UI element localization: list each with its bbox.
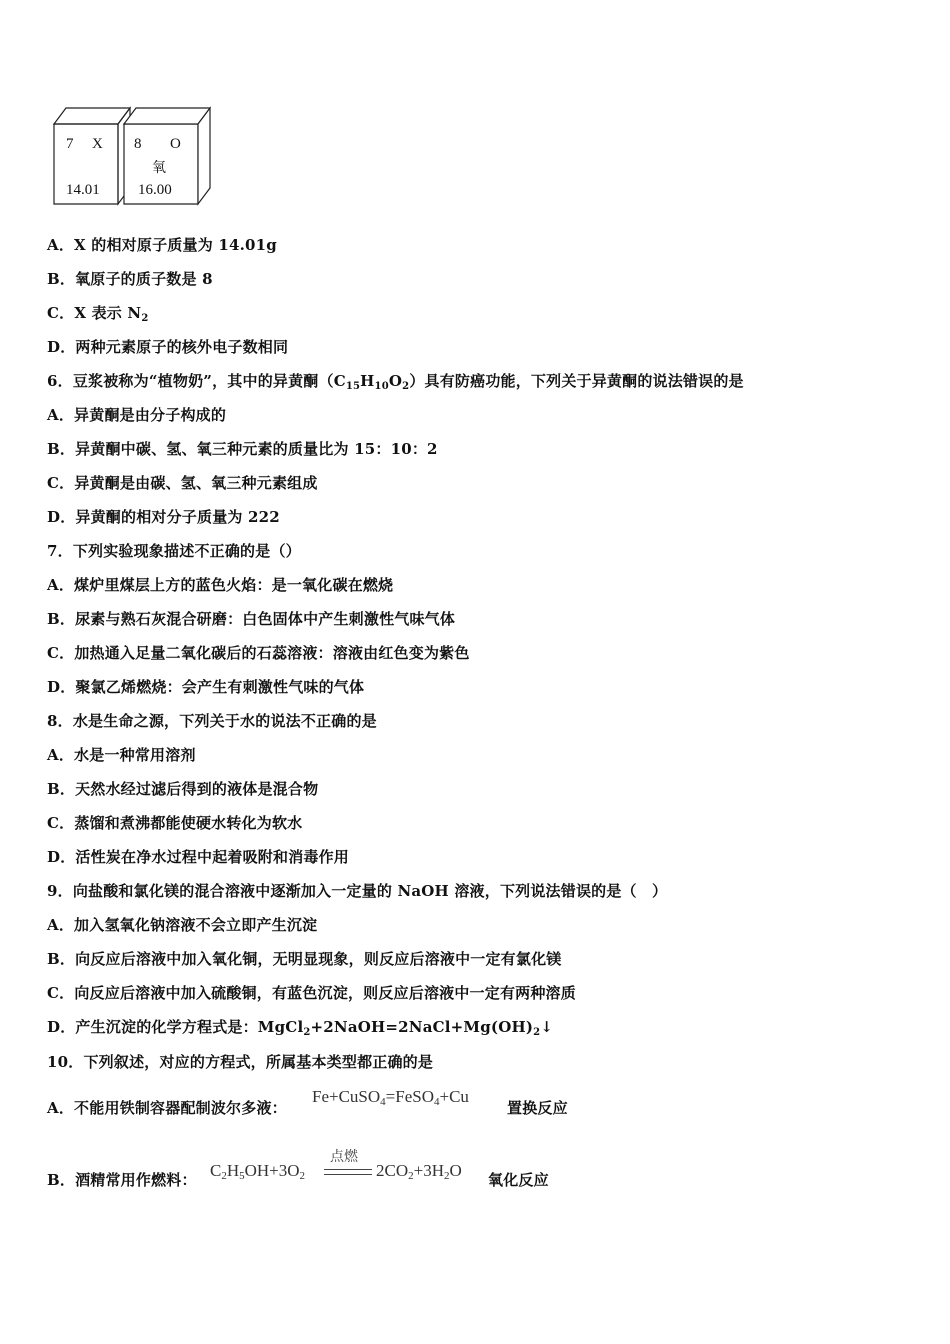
eq-b-oh: OH+3O xyxy=(244,1161,300,1180)
q6-stem-h: H xyxy=(360,372,375,390)
eq-b-c: C xyxy=(210,1161,222,1180)
eq-b-h: H xyxy=(226,1161,240,1180)
q7-option-c: C．加热通入足量二氧化碳后的石蕊溶液：溶液由红色变为紫色 xyxy=(47,644,470,662)
q9-option-d-sub2: 2 xyxy=(533,1027,541,1038)
eq-a-part2: =FeSO xyxy=(385,1087,434,1106)
eq-b-r1: 2CO xyxy=(376,1161,409,1180)
q5-option-c-sub: 2 xyxy=(141,313,149,324)
eq-b-sub4: 2 xyxy=(408,1170,414,1182)
q6-stem xyxy=(47,371,744,391)
q7-stem: 7．下列实验现象描述不正确的是（） xyxy=(47,542,301,560)
q8-option-a: A．水是一种常用溶剂 xyxy=(47,746,196,764)
q6-stem-sub3: 2 xyxy=(402,381,410,392)
q10-option-a-label: A．不能用铁制容器配制波尔多液： xyxy=(47,1099,287,1117)
cell2-element-name: 氧 xyxy=(152,160,166,176)
q10-option-a-equation xyxy=(312,1087,469,1107)
element-cells-figure xyxy=(52,106,212,206)
q6-option-a: A．异黄酮是由分子构成的 xyxy=(47,406,227,424)
precipitate-arrow: ↓ xyxy=(540,1018,554,1036)
q9-option-b: B．向反应后溶液中加入氧化铜，无明显现象，则反应后溶液中一定有氯化镁 xyxy=(47,950,562,968)
cell2-symbol: O xyxy=(170,136,181,152)
q10-option-a-type: 置换反应 xyxy=(507,1099,568,1117)
q5-option-b: B．氧原子的质子数是 8 xyxy=(47,270,213,288)
q6-stem-part2: ）具有防癌功能，下列关于异黄酮的说法错误的是 xyxy=(409,372,744,390)
q9-option-d-mid: +2NaOH=2NaCl+Mg(OH) xyxy=(310,1018,534,1036)
q10-option-b-type: 氧化反应 xyxy=(488,1171,549,1189)
cell1-mass: 14.01 xyxy=(66,182,100,198)
q5-option-a: A．X 的相对原子质量为 14.01g xyxy=(47,236,277,254)
q6-option-d: D．异黄酮的相对分子质量为 222 xyxy=(47,508,280,526)
q6-stem-sub1: 15 xyxy=(345,381,361,392)
q8-option-c: C．蒸馏和煮沸都能使硬水转化为软水 xyxy=(47,814,303,832)
q8-option-d: D．活性炭在净水过程中起着吸附和消毒作用 xyxy=(47,848,350,866)
q8-option-b: B．天然水经过滤后得到的液体是混合物 xyxy=(47,780,319,798)
q8-stem: 8．水是生命之源，下列关于水的说法不正确的是 xyxy=(47,712,377,730)
eq-b-sub2: 5 xyxy=(239,1170,245,1182)
eq-b-r3: O xyxy=(449,1161,462,1180)
q5-option-d: D．两种元素原子的核外电子数相同 xyxy=(47,338,289,356)
q9-option-d-sub1: 2 xyxy=(303,1027,311,1038)
eq-b-sub3: 2 xyxy=(299,1170,306,1182)
cell2-mass: 16.00 xyxy=(138,182,172,198)
q9-stem: 9．向盐酸和氯化镁的混合溶液中逐渐加入一定量的 NaOH 溶液，下列说法错误的是（ ） xyxy=(47,882,668,900)
eq-a-part1: Fe+CuSO xyxy=(312,1087,381,1106)
eq-a-part3: +Cu xyxy=(439,1087,469,1106)
q6-stem-part1: 6．豆浆被称为“植物奶”，其中的异黄酮（C xyxy=(47,372,346,390)
q10-option-b-label: B．酒精常用作燃料： xyxy=(47,1171,197,1189)
q10-option-b-reactants xyxy=(210,1161,305,1181)
eq-b-sub5: 2 xyxy=(444,1170,450,1182)
q7-option-d: D．聚氯乙烯燃烧：会产生有刺激性气味的气体 xyxy=(47,678,365,696)
q6-option-c: C．异黄酮是由碳、氢、氧三种元素组成 xyxy=(47,474,318,492)
q7-option-a: A．煤炉里煤层上方的蓝色火焰：是一氧化碳在燃烧 xyxy=(47,576,394,594)
eq-a-sub2: 4 xyxy=(434,1096,440,1108)
q9-option-d-text: D．产生沉淀的化学方程式是：MgCl xyxy=(47,1018,304,1036)
eq-a-sub1: 4 xyxy=(380,1096,386,1108)
reaction-condition: 点燃 xyxy=(330,1149,358,1165)
q6-stem-o: O xyxy=(388,372,403,390)
q9-option-a: A．加入氢氧化钠溶液不会立即产生沉淀 xyxy=(47,916,318,934)
q6-option-b: B．异黄酮中碳、氢、氧三种元素的质量比为 15：10：2 xyxy=(47,440,438,458)
equation-double-line xyxy=(324,1169,372,1175)
q10-option-b-products xyxy=(376,1161,462,1181)
cell1-symbol: X xyxy=(92,136,103,152)
q10-stem: 10．下列叙述，对应的方程式，所属基本类型都正确的是 xyxy=(47,1053,434,1071)
eq-b-sub1: 2 xyxy=(221,1170,227,1182)
cell2-atomic-number: 8 xyxy=(134,136,142,152)
q5-option-c-text: C．X 表示 N xyxy=(47,304,142,322)
cell1-atomic-number: 7 xyxy=(66,136,74,152)
eq-b-r2: +3H xyxy=(413,1161,444,1180)
q6-stem-sub2: 10 xyxy=(374,381,389,392)
q9-option-d xyxy=(47,1017,553,1037)
q5-option-c xyxy=(47,303,149,323)
q9-option-c: C．向反应后溶液中加入硫酸铜，有蓝色沉淀，则反应后溶液中一定有两种溶质 xyxy=(47,984,576,1002)
q7-option-b: B．尿素与熟石灰混合研磨：白色固体中产生刺激性气味气体 xyxy=(47,610,456,628)
